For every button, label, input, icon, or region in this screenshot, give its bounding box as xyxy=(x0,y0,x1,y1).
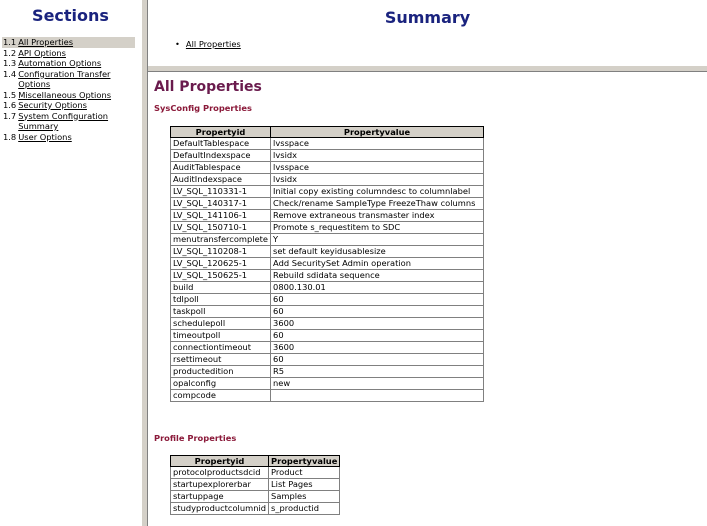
sidebar-item-number: 1.8 xyxy=(3,131,17,142)
property-value-cell: Add SecuritySet Admin operation xyxy=(271,258,484,270)
property-id-cell: menutransfercomplete xyxy=(171,234,271,246)
table-row xyxy=(171,270,484,282)
table-row xyxy=(171,150,484,162)
sidebar-item-number: 1.6 xyxy=(3,100,17,110)
sidebar-frame xyxy=(0,0,141,526)
property-value-cell: 3600 xyxy=(271,342,484,354)
property-id-cell: timeoutpoll xyxy=(171,330,271,342)
table-row xyxy=(171,503,340,515)
table-row xyxy=(171,342,484,354)
column-header: Propertyvalue xyxy=(271,127,484,138)
table-row xyxy=(171,282,484,294)
sidebar-item-link[interactable]: User Options xyxy=(18,131,72,142)
table-row xyxy=(171,294,484,306)
sidebar-item-link[interactable]: Miscellaneous Options xyxy=(18,89,112,100)
sidebar-item-security-options[interactable] xyxy=(2,100,135,111)
sidebar-item-link[interactable]: API Options xyxy=(18,47,66,58)
table-row xyxy=(171,330,484,342)
table-row xyxy=(171,479,340,491)
sidebar-item-system-configuration-summary[interactable] xyxy=(2,111,135,132)
property-id-cell: AuditTablespace xyxy=(171,162,271,174)
table-row xyxy=(171,318,484,330)
property-value-cell: Product xyxy=(269,467,340,479)
summary-list xyxy=(175,39,241,49)
property-value-cell: 60 xyxy=(271,330,484,342)
profile-table xyxy=(170,455,340,515)
page-title: All Properties xyxy=(154,79,262,95)
table-header-row xyxy=(171,456,340,467)
property-value-cell: Samples xyxy=(269,491,340,503)
property-value-cell: 60 xyxy=(271,306,484,318)
property-value-cell: Remove extraneous transmaster index xyxy=(271,210,484,222)
sidebar-item-configuration-transfer-options[interactable] xyxy=(2,69,135,90)
sidebar-item-user-options[interactable] xyxy=(2,132,135,143)
property-id-cell: connectiontimeout xyxy=(171,342,271,354)
property-value-cell: R5 xyxy=(271,366,484,378)
property-value-cell: lvsspace xyxy=(271,138,484,150)
table-row xyxy=(171,174,484,186)
property-id-cell: LV_SQL_141106-1 xyxy=(171,210,271,222)
property-id-cell: LV_SQL_110331-1 xyxy=(171,186,271,198)
property-value-cell: Check/rename SampleType FreezeThaw columns xyxy=(271,198,484,210)
property-id-cell: DefaultTablespace xyxy=(171,138,271,150)
property-value-cell: lvsspace xyxy=(271,162,484,174)
table-header-row xyxy=(171,127,484,138)
table-row xyxy=(171,198,484,210)
property-id-cell: LV_SQL_120625-1 xyxy=(171,258,271,270)
property-value-cell: 0800.130.01 xyxy=(271,282,484,294)
table-row xyxy=(171,222,484,234)
property-value-cell: List Pages xyxy=(269,479,340,491)
table-row xyxy=(171,467,340,479)
property-id-cell: schedulepoll xyxy=(171,318,271,330)
sidebar-item-number: 1.5 xyxy=(3,89,17,100)
sidebar-item-link[interactable]: Security Options xyxy=(18,100,87,110)
sidebar-item-number: 1.7 xyxy=(3,110,17,121)
table-row xyxy=(171,366,484,378)
sidebar-item-automation-options[interactable] xyxy=(2,58,135,69)
property-id-cell: rsettimeout xyxy=(171,354,271,366)
table-row xyxy=(171,246,484,258)
property-id-cell: startupexplorerbar xyxy=(171,479,269,491)
property-value-cell: set default keyidusablesize xyxy=(271,246,484,258)
sidebar-item-number: 1.4 xyxy=(3,68,17,79)
property-value-cell xyxy=(271,390,484,402)
property-id-cell: tdlpoll xyxy=(171,294,271,306)
property-id-cell: taskpoll xyxy=(171,306,271,318)
sidebar-item-number: 1.3 xyxy=(3,58,17,68)
sidebar-nav xyxy=(2,37,135,142)
property-id-cell: startuppage xyxy=(171,491,269,503)
bullet-icon: • xyxy=(175,39,180,49)
frame-splitter-vertical[interactable] xyxy=(141,0,148,526)
sidebar-item-link[interactable]: Automation Options xyxy=(18,58,102,68)
property-value-cell: Rebuild sdidata sequence xyxy=(271,270,484,282)
sections-title: Sections xyxy=(32,6,109,25)
summary-title: Summary xyxy=(384,8,471,27)
column-header: Propertyid xyxy=(171,456,269,467)
property-value-cell: 60 xyxy=(271,354,484,366)
property-id-cell: LV_SQL_110208-1 xyxy=(171,246,271,258)
sysconfig-heading: SysConfig Properties xyxy=(154,103,252,113)
table-row xyxy=(171,138,484,150)
property-value-cell: 60 xyxy=(271,294,484,306)
property-value-cell: Initial copy existing columndesc to columnlabel xyxy=(271,186,484,198)
property-id-cell: protocolproductsdcid xyxy=(171,467,269,479)
property-id-cell: LV_SQL_150625-1 xyxy=(171,270,271,282)
table-row xyxy=(171,354,484,366)
sidebar-item-number: 1.2 xyxy=(3,47,17,58)
property-id-cell: studyproductcolumnid xyxy=(171,503,269,515)
table-row xyxy=(171,378,484,390)
sidebar-item-link[interactable]: All Properties xyxy=(18,37,74,47)
property-id-cell: DefaultIndexspace xyxy=(171,150,271,162)
sidebar-item-number: 1.1 xyxy=(3,37,17,47)
property-value-cell: new xyxy=(271,378,484,390)
property-value-cell: s_productid xyxy=(269,503,340,515)
sidebar-item-link[interactable]: Configuration Transfer Options xyxy=(18,68,111,89)
column-header: Propertyid xyxy=(171,127,271,138)
table-row xyxy=(171,306,484,318)
sidebar-item-link[interactable]: System Configuration Summary xyxy=(18,110,109,131)
table-row xyxy=(171,491,340,503)
property-id-cell: AuditIndexspace xyxy=(171,174,271,186)
table-row xyxy=(171,234,484,246)
frame-splitter-horizontal[interactable] xyxy=(148,65,707,72)
property-value-cell: Y xyxy=(271,234,484,246)
summary-link-all-properties[interactable]: All Properties xyxy=(185,39,241,49)
property-id-cell: opalconfig xyxy=(171,378,271,390)
column-header: Propertyvalue xyxy=(269,456,340,467)
table-row xyxy=(171,186,484,198)
sidebar-item-all-properties[interactable] xyxy=(2,37,135,48)
table-row xyxy=(171,390,484,402)
property-value-cell: lvsidx xyxy=(271,174,484,186)
table-row xyxy=(171,162,484,174)
property-value-cell: lvsidx xyxy=(271,150,484,162)
property-value-cell: Promote s_requestitem to SDC xyxy=(271,222,484,234)
property-id-cell: LV_SQL_140317-1 xyxy=(171,198,271,210)
property-id-cell: compcode xyxy=(171,390,271,402)
sidebar-item-api-options[interactable] xyxy=(2,48,135,59)
property-id-cell: productedition xyxy=(171,366,271,378)
property-id-cell: LV_SQL_150710-1 xyxy=(171,222,271,234)
sidebar-item-miscellaneous-options[interactable] xyxy=(2,90,135,101)
profile-heading: Profile Properties xyxy=(154,433,237,443)
property-value-cell: 3600 xyxy=(271,318,484,330)
table-row xyxy=(171,210,484,222)
table-row xyxy=(171,258,484,270)
property-id-cell: build xyxy=(171,282,271,294)
sysconfig-table xyxy=(170,126,484,402)
